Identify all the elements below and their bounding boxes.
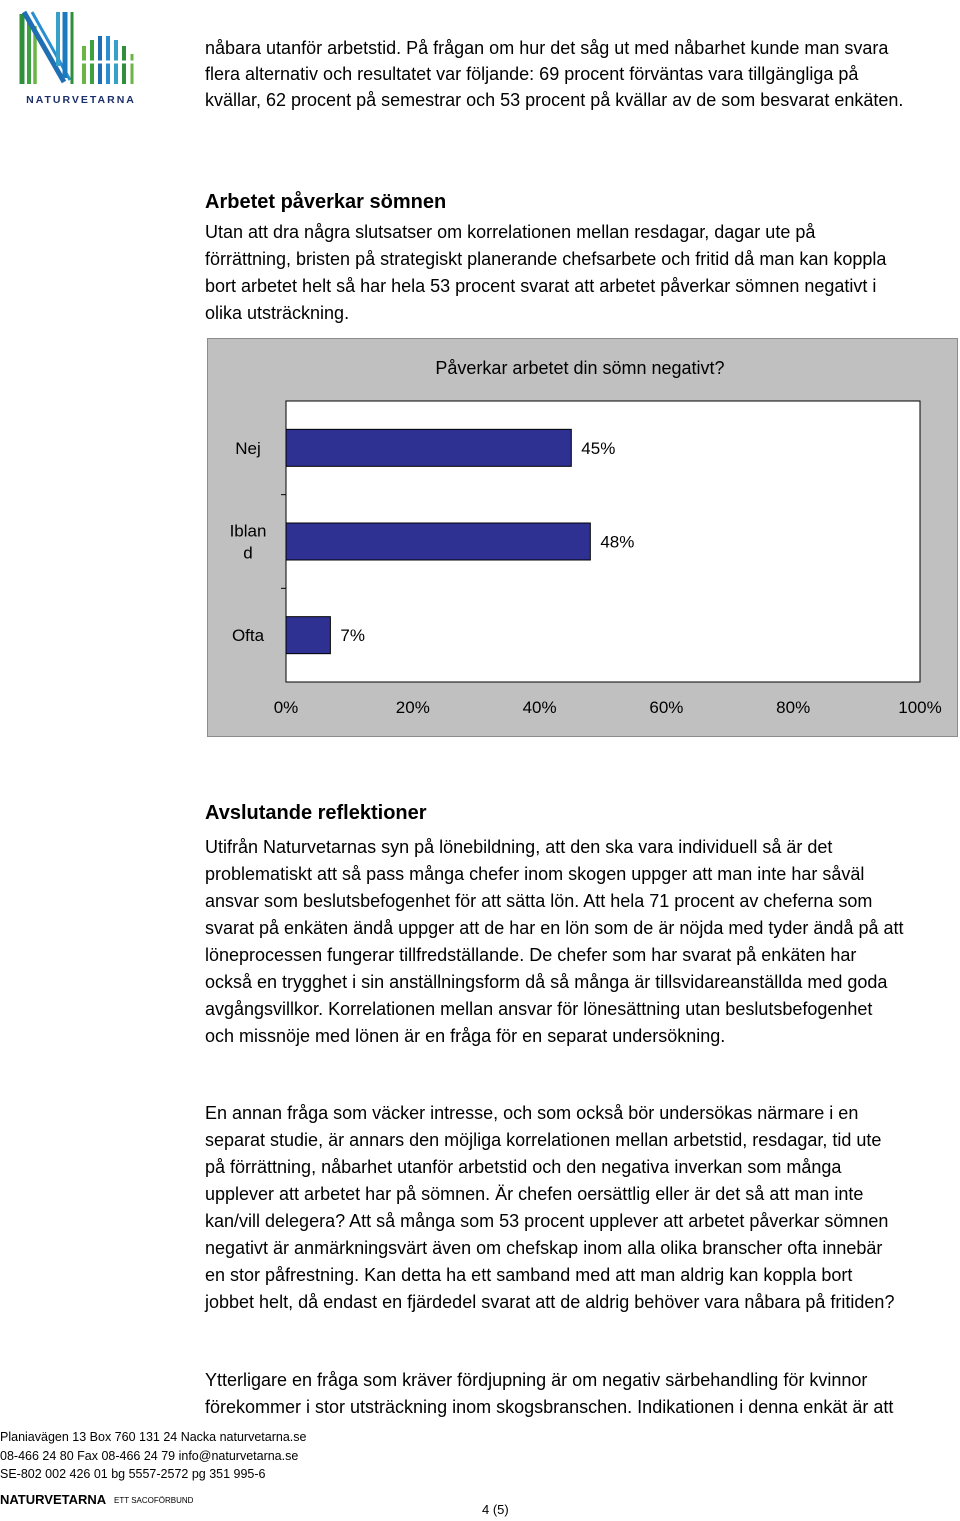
text-line: förekommer i stor utsträckning inom skogsbranschen. Indikationen i denna enkät är att xyxy=(205,1397,894,1417)
category-label-1-0: Iblan xyxy=(229,521,267,541)
text-line: bort arbetet helt så har hela 53 procent svarat att arbetet påverkar sömnen negativt i xyxy=(205,276,877,296)
text-line: förrättning, bristen på strategiskt planerande chefsarbete och fritid då man kan koppla xyxy=(205,249,887,269)
footer-ids: SE-802 002 426 01 bg 5557-2572 pg 351 995-6 xyxy=(0,1467,266,1481)
page-number: 4 (5) xyxy=(482,1502,509,1517)
category-label-1-1: d xyxy=(243,543,253,563)
bar-0 xyxy=(286,429,571,466)
x-tick-label-1: 20% xyxy=(395,698,430,717)
text-line: och missnöje med lönen är en fråga för en separat undersökning. xyxy=(205,1026,726,1046)
text-line: separat studie, är annars den möjliga korrelationen mellan arbetstid, resdagar, tid ute xyxy=(205,1130,882,1150)
sleep-paragraph xyxy=(205,219,955,327)
text-line: flera alternativ och resultatet var följande: 69 procent förväntas vara tillgängliga på xyxy=(205,64,859,84)
text-line: Utan att dra några slutsatser om korrelationen mellan resdagar, dagar ute på xyxy=(205,222,816,242)
text-line: Ytterligare en fråga som kräver fördjupning är om negativ särbehandling för kvinnor xyxy=(205,1370,868,1390)
footer-org-subtitle: ETT SACOFÖRBUND xyxy=(114,1496,194,1505)
footer-phone: 08-466 24 80 Fax 08-466 24 79 info@naturvetarna.se xyxy=(0,1449,299,1463)
x-tick-label-2: 40% xyxy=(522,698,557,717)
text-line: löneprocessen fungerar tillfredställande. De chefer som har svarat på enkäten har xyxy=(205,945,857,965)
x-tick-label-0: 0% xyxy=(273,698,299,717)
text-line: nåbara utanför arbetstid. På frågan om hur det såg ut med nåbarhet kunde man svara xyxy=(205,38,889,58)
section-heading-reflections: Avslutande reflektioner xyxy=(205,802,427,824)
text-line: en stor påfrestning. Kan detta ha ett samband med att man aldrig kan koppla bort xyxy=(205,1265,853,1285)
bar-1 xyxy=(286,523,590,560)
text-line: också en trygghet i sin anställningsform då så många är tillsvidareanställda med goda xyxy=(205,972,888,992)
women-paragraph xyxy=(205,1367,957,1421)
category-label-0-0: Nej xyxy=(235,438,261,458)
text-line: kvällar, 62 procent på semestrar och 53 procent på kvällar av de som besvarat enkäten. xyxy=(205,90,904,110)
text-line: avgångsvillkor. Korrelationen mellan ansvar för lönesättning utan beslutsbefogenhet xyxy=(205,999,873,1019)
chart-canvas xyxy=(208,339,957,736)
naturvetarna-logo xyxy=(18,6,144,106)
text-line: olika utsträckning. xyxy=(205,303,350,323)
category-label-2-0: Ofta xyxy=(231,626,265,646)
footer-address: Planiavägen 13 Box 760 131 24 Nacka naturvetarna.se xyxy=(0,1430,307,1444)
x-tick-label-3: 60% xyxy=(649,698,684,717)
data-label-0: 45% xyxy=(581,438,616,458)
reflections-paragraph xyxy=(205,834,957,1050)
text-line: Utifrån Naturvetarnas syn på lönebildning, att den ska vara individuell så är det xyxy=(205,837,833,857)
text-line: på förrättning, nåbarhet utanför arbetstid och den negativa inverkan som många xyxy=(205,1157,842,1177)
text-line: En annan fråga som väcker intresse, och som också bör undersökas närmare i en xyxy=(205,1103,859,1123)
text-line: ansvar som beslutsbefogenhet för att sätta lön. Att hela 71 procent av cheferna som xyxy=(205,891,873,911)
logo-wordmark: NATURVETARNA xyxy=(26,94,136,106)
x-tick-label-4: 80% xyxy=(776,698,811,717)
text-line: negativt är anmärkningsvärt även om chefskap inom alla olika branscher ofta innebär xyxy=(205,1238,883,1258)
data-label-2: 7% xyxy=(340,626,365,646)
text-line: upplever att arbetet har på sömnen. Är chefen oersättlig eller är det så att man inte xyxy=(205,1184,864,1204)
question-paragraph xyxy=(205,1100,957,1316)
text-line: problematiskt att så pass många chefer inom skogen uppger att man inte har såväl xyxy=(205,864,865,884)
section-heading-sleep: Arbetet påverkar sömnen xyxy=(205,191,447,213)
footer-org-name: NATURVETARNA xyxy=(0,1492,107,1507)
data-label-1: 48% xyxy=(600,532,635,552)
bar-2 xyxy=(286,617,330,654)
x-tick-label-5: 100% xyxy=(898,698,942,717)
na-logo-icon xyxy=(18,6,144,92)
text-line: kan/vill delegera? Att så många som 53 procent upplever att arbetet påverkar sömnen xyxy=(205,1211,889,1231)
text-line: svarat på enkäten ändå uppger att de har en lön som de är nöjda med tyder ändå på att xyxy=(205,918,904,938)
text-line: jobbet helt, då endast en fjärdedel svarat att de aldrig behöver vara nåbara på fritiden? xyxy=(205,1292,895,1312)
chart-title: Påverkar arbetet din sömn negativt? xyxy=(435,358,725,378)
sleep-bar-chart xyxy=(207,338,958,737)
intro-paragraph xyxy=(205,35,955,113)
